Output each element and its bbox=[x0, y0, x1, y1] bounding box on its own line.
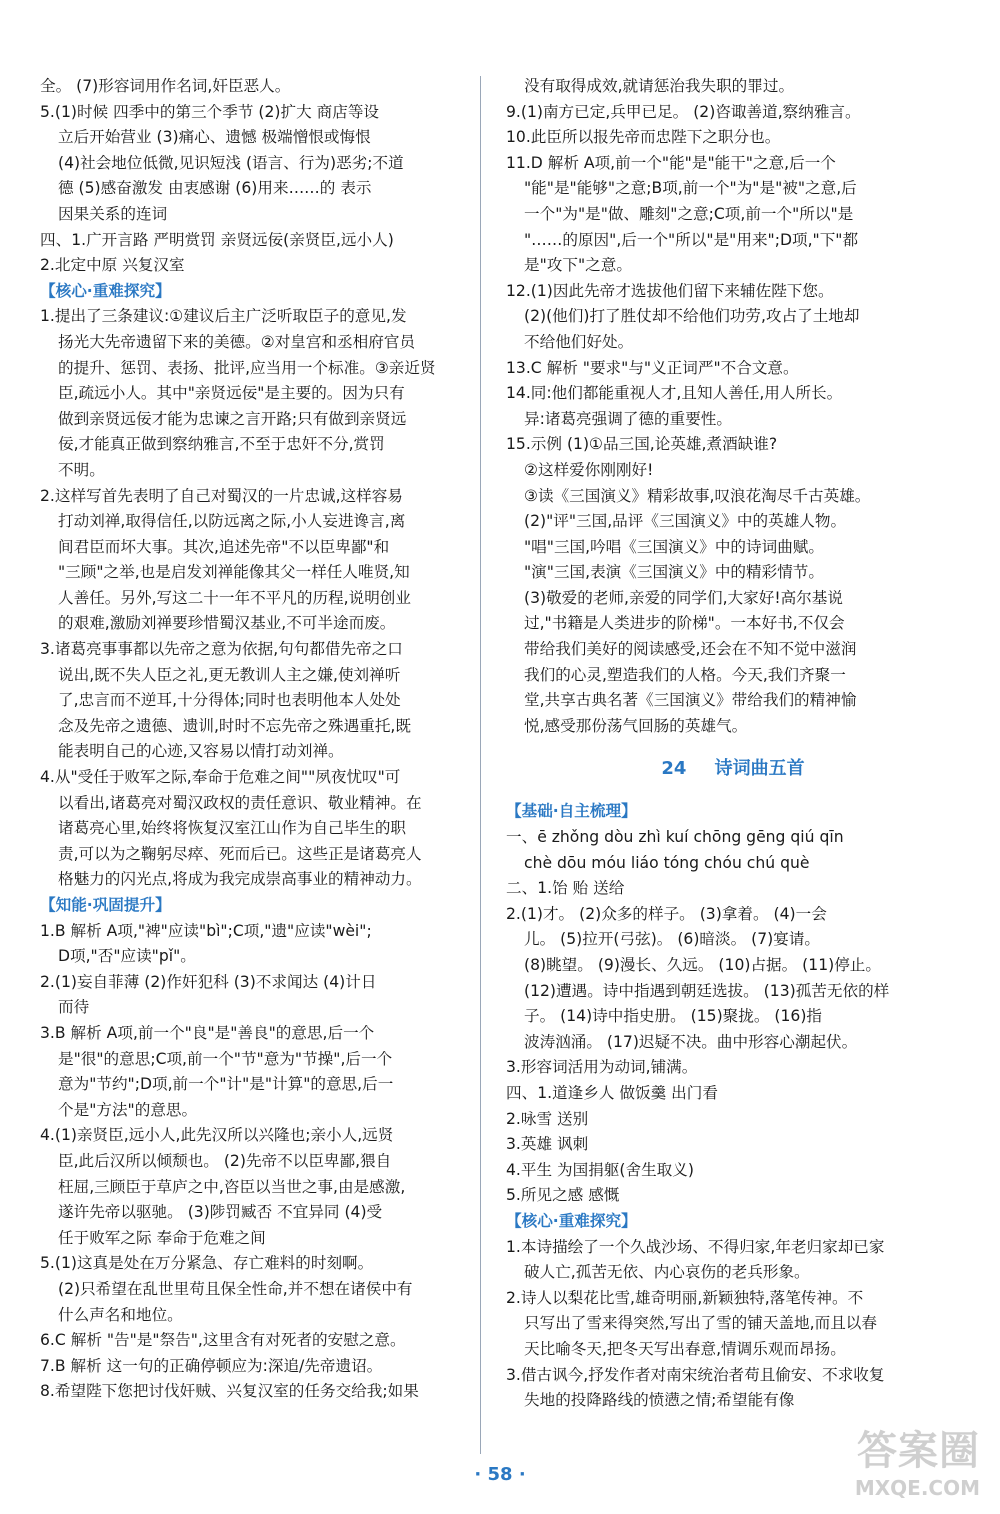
watermark-url: MXQE.COM bbox=[854, 1476, 980, 1500]
answer-line: 念及先帝之遗德、遗训,时时不忘先帝之殊遇重托,既 bbox=[58, 716, 411, 735]
answer-line: "唱"三国,吟唱《三国演义》中的诗词曲赋。 bbox=[524, 537, 824, 556]
answer-line: 意为"节约";D项,前一个"计"是"计算"的意思,后一 bbox=[58, 1075, 394, 1094]
answer-line: 11.D 解析 A项,前一个"能"是"能干"之意,后一个 bbox=[506, 153, 836, 172]
answer-line: 的艰难,激励刘禅要珍惜蜀汉基业,不可半途而废。 bbox=[58, 614, 396, 633]
answer-line: "三顾"之举,也是启发刘禅能像其父一样任人唯贤,知 bbox=[58, 563, 410, 582]
answer-line: 做到亲贤远佞才能为忠谏之言开路;只有做到亲贤远 bbox=[58, 409, 407, 428]
answer-line: 因果关系的连词 bbox=[58, 204, 168, 223]
answer-line: chè dōu móu liáo tóng chóu chú què bbox=[524, 853, 810, 872]
section-heading: 【基础·自主梳理】 bbox=[506, 802, 637, 821]
answer-line: 过,"书籍是人类进步的阶梯"。一本好书,不仅会 bbox=[524, 614, 845, 633]
answer-line: 什么声名和地位。 bbox=[58, 1305, 183, 1324]
answer-line: 只写出了雪来得突然,写出了雪的铺天盖地,而且以春 bbox=[524, 1314, 877, 1333]
answer-line: 立后开始营业 (3)痛心、遗憾 极端憎恨或悔恨 bbox=[58, 128, 371, 147]
answer-line: 8.希望陛下您把讨伐奸贼、兴复汉室的任务交给我;如果 bbox=[40, 1382, 419, 1401]
answer-line: 扬光大先帝遗留下来的美德。②对皇宫和丞相府官员 bbox=[58, 332, 416, 351]
answer-line: 3.借古讽今,抒发作者对南宋统治者苟且偷安、不求收复 bbox=[506, 1365, 885, 1384]
column-divider bbox=[480, 76, 481, 1454]
answer-line: 5.(1)时候 四季中的第三个季节 (2)扩大 商店等设 bbox=[40, 102, 380, 121]
answer-line: 4.从"受任于败军之际,奉命于危难之间""夙夜忧叹"可 bbox=[40, 768, 401, 787]
answer-line: 打动刘禅,取得信任,以防远离之际,小人妄进谗言,离 bbox=[58, 512, 406, 531]
answer-line: 异:诸葛亮强调了德的重要性。 bbox=[524, 409, 732, 428]
answer-line: 德 (5)感奋激发 由衷感谢 (6)用来……的 表示 bbox=[58, 179, 372, 198]
answer-line: (3)敬爱的老师,亲爱的同学们,大家好!高尔基说 bbox=[524, 588, 843, 607]
left-column bbox=[40, 74, 494, 1405]
section-heading: 【核心·重难探究】 bbox=[506, 1211, 637, 1230]
answer-line: 9.(1)南方已定,兵甲已足。 (2)咨诹善道,察纳雅言。 bbox=[506, 102, 861, 121]
answer-line: 悦,感受那份荡气回肠的英雄气。 bbox=[524, 716, 748, 735]
answer-line: (4)社会地位低微,见识短浅 (语言、行为)恶劣;不道 bbox=[58, 153, 404, 172]
page-number-value: 58 bbox=[487, 1464, 513, 1485]
lesson-title: 24 诗词曲五首 bbox=[661, 758, 805, 780]
answer-line: 破人亡,孤苦无依、内心哀伤的老兵形象。 bbox=[524, 1263, 810, 1282]
answer-line: 臣,此后汉所以倾颓也。 (2)先帝不以臣卑鄙,猥自 bbox=[58, 1151, 392, 1170]
answer-line: (2)(他们)打了胜仗却不给他们功劳,攻占了土地却 bbox=[524, 307, 860, 326]
answer-line: 1.本诗描绘了一个久战沙场、不得归家,年老归家却已家 bbox=[506, 1237, 885, 1256]
answer-line: (2)"评"三国,品评《三国演义》中的英雄人物。 bbox=[524, 512, 847, 531]
answer-line: 3.诸葛亮事事都以先帝之意为依据,句句都借先帝之口 bbox=[40, 640, 403, 659]
answer-line: 任于败军之际 奉命于危难之间 bbox=[58, 1228, 266, 1247]
answer-line: 了,忠言而不逆耳,十分得体;同时也表明他本人处处 bbox=[58, 691, 401, 710]
section-heading: 【核心·重难探究】 bbox=[40, 281, 171, 300]
answer-line: 4.平生 为国捐躯(舍生取义) bbox=[506, 1160, 694, 1179]
answer-line: 没有取得成效,就请惩治我失职的罪过。 bbox=[524, 77, 795, 95]
answer-line: 3.B 解析 A项,前一个"良"是"善良"的意思,后一个 bbox=[40, 1023, 375, 1042]
answer-line: 3.形容词活用为动词,铺满。 bbox=[506, 1058, 698, 1077]
answer-line: 我们的心灵,塑造我们的人格。今天,我们齐聚一 bbox=[524, 665, 846, 684]
answer-line: ③读《三国演义》精彩故事,叹浪花淘尽千古英雄。 bbox=[524, 486, 871, 505]
page-number bbox=[0, 1464, 1000, 1485]
answer-line: 14.同:他们都能重视人才,且知人善任,用人所长。 bbox=[506, 384, 843, 403]
answer-line: 全。 (7)形容词用作名词,奸臣恶人。 bbox=[40, 77, 291, 95]
answer-line: "……的原因",后一个"所以"是"用来";D项,"下"都 bbox=[524, 230, 859, 249]
answer-line: 间君臣而坏大事。其次,追述先帝"不以臣卑鄙"和 bbox=[58, 537, 390, 556]
answer-line: 一个"为"是"做、雕刻"之意;C项,前一个"所以"是 bbox=[524, 204, 854, 223]
answer-line: (2)只希望在乱世里苟且保全性命,并不想在诸侯中有 bbox=[58, 1279, 413, 1298]
answer-line: 2.(1)才。 (2)众多的样子。 (3)拿着。 (4)一会 bbox=[506, 904, 827, 923]
answer-line: (12)遭遇。诗中指遇到朝廷选拔。 (13)孤苦无依的样 bbox=[524, 981, 890, 1000]
page-number-dot-right: · bbox=[518, 1464, 526, 1485]
answer-line: 以看出,诸葛亮对蜀汉政权的责任意识、敬业精神。在 bbox=[58, 793, 422, 812]
answer-line: 天比喻冬天,把冬天写出春意,情调乐观而昂扬。 bbox=[524, 1339, 846, 1358]
answer-line: 1.提出了三条建议:①建议后主广泛听取臣子的意见,发 bbox=[40, 307, 407, 326]
answer-line: 个是"方法"的意思。 bbox=[58, 1100, 198, 1119]
answer-line: 而待 bbox=[58, 998, 90, 1017]
section-heading: 【知能·巩固提升】 bbox=[40, 896, 171, 914]
answer-line: 佞,才能真正做到察纳雅言,不至于忠奸不分,赏罚 bbox=[58, 435, 385, 454]
answer-line: 2.诗人以梨花比雪,雄奇明丽,新颖独特,落笔传神。不 bbox=[506, 1288, 864, 1307]
answer-line: 2.这样写首先表明了自己对蜀汉的一片忠诚,这样容易 bbox=[40, 486, 403, 505]
answer-line: 枉屈,三顾臣于草庐之中,咨臣以当世之事,由是感激, bbox=[58, 1177, 406, 1196]
answer-line: "能"是"能够"之意;B项,前一个"为"是"被"之意,后 bbox=[524, 179, 857, 198]
answer-line: 的提升、惩罚、表扬、批评,应当用一个标准。③亲近贤 bbox=[58, 358, 436, 377]
answer-line: 责,可以为之鞠躬尽瘁、死而后已。这些正是诸葛亮人 bbox=[58, 844, 422, 863]
answer-line: 说出,既不失人臣之礼,更无教训人主之嫌,使刘禅听 bbox=[58, 665, 401, 684]
answer-line: 6.C 解析 "告"是"祭告",这里含有对死者的安慰之意。 bbox=[40, 1331, 406, 1350]
answer-line: 一、ē zhǒng dòu zhì kuí chōng gēng qiú qīn bbox=[506, 828, 844, 847]
answer-line: 失地的投降路线的愤懑之情;希望能有像 bbox=[524, 1391, 795, 1410]
answer-line: 是"很"的意思;C项,前一个"节"意为"节操",后一个 bbox=[58, 1049, 393, 1068]
answer-line: ②这样爱你刚刚好! bbox=[524, 460, 654, 479]
answer-line: 2.(1)妄自菲薄 (2)作奸犯科 (3)不求闻达 (4)计日 bbox=[40, 972, 377, 991]
answer-line: 是"攻下"之意。 bbox=[524, 256, 632, 275]
answer-line: 15.示例 (1)①品三国,论英雄,煮酒缺谁? bbox=[506, 435, 778, 454]
answer-line: 2.北定中原 兴复汉室 bbox=[40, 256, 185, 275]
page-number-dot-left: · bbox=[474, 1464, 482, 1485]
answer-line: D项,"否"应读"pǐ"。 bbox=[58, 947, 196, 966]
answer-line: 1.B 解析 A项,"裨"应读"bì";C项,"遗"应读"wèi"; bbox=[40, 921, 372, 940]
answer-line: 不给他们好处。 bbox=[524, 332, 634, 351]
answer-line: 5.所见之感 感慨 bbox=[506, 1186, 620, 1205]
answer-line: 13.C 解析 "要求"与"义正词严"不合文意。 bbox=[506, 358, 799, 377]
answer-line: 12.(1)因此先帝才选拔他们留下来辅佐陛下您。 bbox=[506, 281, 834, 300]
answer-line: 3.英雄 讽刺 bbox=[506, 1135, 589, 1154]
answer-line: 7.B 解析 这一句的正确停顿应为:深追/先帝遗诏。 bbox=[40, 1356, 383, 1375]
answer-line: 5.(1)这真是处在万分紧急、存亡难料的时刻啊。 bbox=[40, 1254, 374, 1273]
answer-line: 10.此臣所以报先帝而忠陛下之职分也。 bbox=[506, 128, 781, 147]
answer-line: 格魅力的闪光点,将成为我完成崇高事业的精神动力。 bbox=[58, 870, 422, 889]
answer-line: 二、1.饴 贻 送给 bbox=[506, 879, 625, 898]
answer-line: 4.(1)亲贤臣,远小人,此先汉所以兴隆也;亲小人,远贤 bbox=[40, 1126, 394, 1145]
right-column bbox=[506, 74, 960, 1414]
answer-line: 四、1.广开言路 严明赏罚 亲贤远佞(亲贤臣,远小人) bbox=[40, 230, 394, 249]
answer-line: 不明。 bbox=[58, 460, 105, 479]
watermark bbox=[855, 1419, 980, 1500]
answer-line: 臣,疏远小人。其中"亲贤远佞"是主要的。因为只有 bbox=[58, 384, 405, 403]
answer-line: 带给我们美好的阅读感受,还会在不知不觉中滋润 bbox=[524, 640, 857, 659]
answer-line: 堂,共享古典名著《三国演义》带给我们的精神愉 bbox=[524, 691, 857, 710]
answer-line: 波涛汹涌。 (17)迟疑不决。曲中形容心潮起伏。 bbox=[524, 1032, 858, 1051]
answer-line: 四、1.道逢乡人 做饭羹 出门看 bbox=[506, 1083, 718, 1102]
answer-line: 人善任。另外,写这二十一年不平凡的历程,说明创业 bbox=[58, 588, 411, 607]
answer-line: 能表明自己的心迹,又容易以情打动刘禅。 bbox=[58, 742, 344, 761]
answer-line: 子。 (14)诗中指史册。 (15)聚拢。 (16)指 bbox=[524, 1007, 823, 1026]
answer-line: 遂许先帝以驱驰。 (3)陟罚臧否 不宜异同 (4)受 bbox=[58, 1203, 383, 1222]
answer-line: 儿。 (5)拉开(弓弦)。 (6)暗淡。 (7)宴请。 bbox=[524, 930, 821, 949]
answer-line: "演"三国,表演《三国演义》中的精彩情节。 bbox=[524, 563, 824, 582]
answer-line: 2.咏雪 送别 bbox=[506, 1109, 589, 1128]
answer-line: (8)眺望。 (9)漫长、久远。 (10)占据。 (11)停止。 bbox=[524, 956, 881, 974]
answer-line: 诸葛亮心里,始终将恢复汉室江山作为自己毕生的职 bbox=[58, 819, 407, 838]
watermark-logo: 答案圈 bbox=[857, 1428, 980, 1474]
